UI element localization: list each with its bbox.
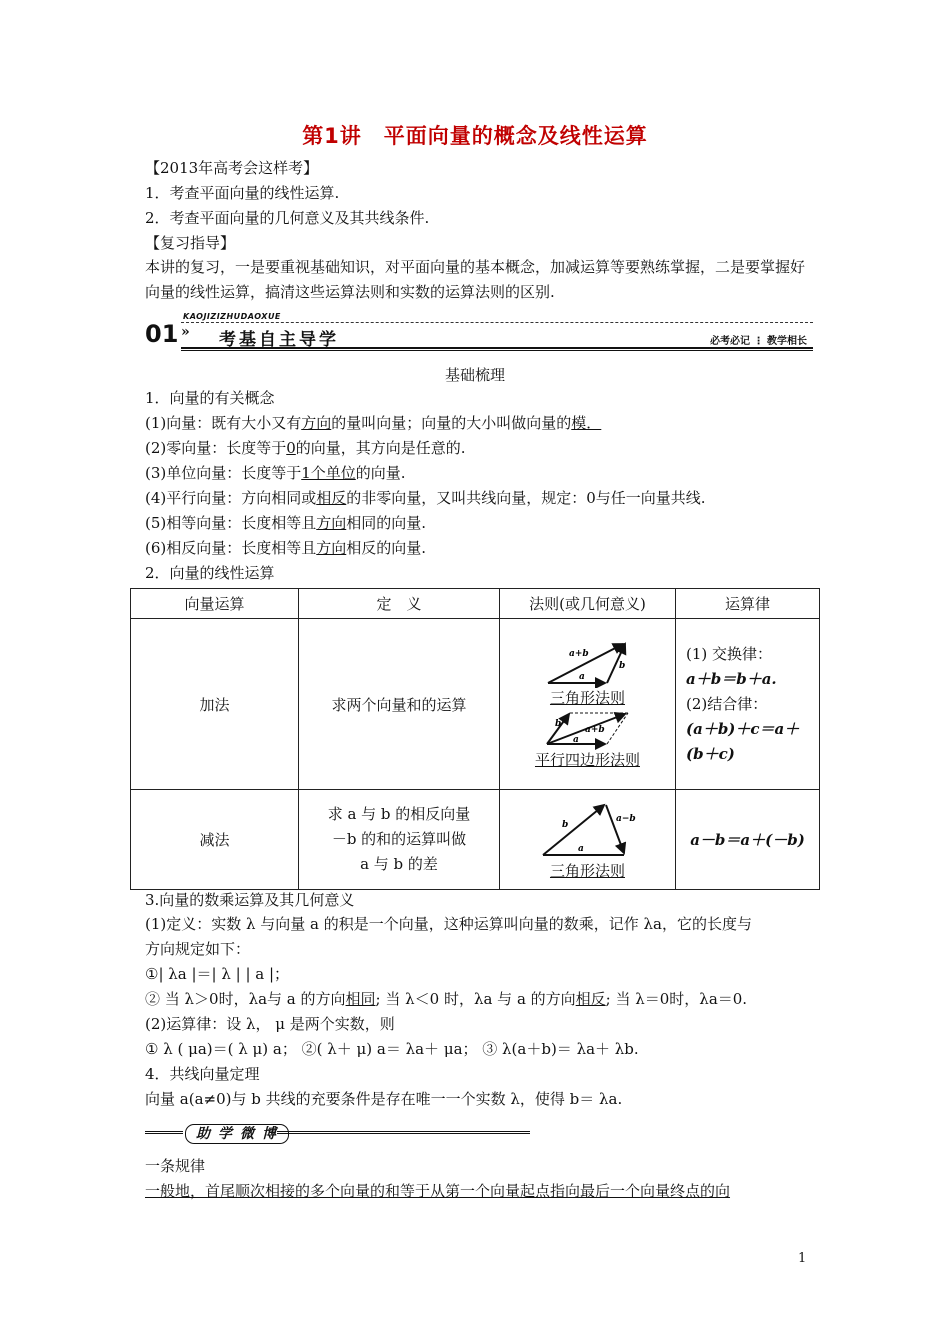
operations-table	[130, 588, 820, 890]
table-header-row	[131, 589, 820, 619]
op-law	[676, 790, 820, 890]
concept-blank: 模．	[571, 414, 602, 432]
banner-dashed-rule	[181, 322, 813, 323]
concept-text: (5)相等向量：长度相等且	[145, 514, 317, 532]
concept-item	[145, 462, 406, 484]
concept-text: 的向量，其方向是任意的.	[295, 439, 466, 457]
collinear-heading: 4．共线向量定理	[145, 1065, 260, 1083]
concept-text: (4)平行向量：方向相同或	[145, 489, 317, 507]
op-definition	[299, 790, 500, 890]
law-line: (1) 交换律：	[686, 644, 773, 663]
scalar-heading: 3.向量的数乘运算及其几何意义	[145, 891, 355, 909]
concept-text: (2)零向量：长度等于	[145, 439, 287, 457]
concept-item	[145, 512, 426, 534]
label-b: b	[618, 661, 625, 671]
table-row-subtraction	[131, 790, 820, 890]
label-a-minus-b: a−b	[615, 813, 636, 824]
banner-rule-thin	[181, 350, 813, 351]
rule-text: ② 当 λ＞0时，λa与 a 的方向	[145, 990, 346, 1008]
law-line: (b＋c)	[686, 744, 735, 763]
scalar-rule-1: ①| λa |＝| λ | | a |；	[145, 965, 290, 983]
linear-heading: 2．向量的线性运算	[145, 564, 275, 582]
rule-blank: 相反	[575, 990, 606, 1008]
concept-text: 相反的向量.	[346, 539, 427, 557]
banner-arrows-icon: »	[181, 324, 190, 340]
definition-line: a 与 b 的差	[360, 855, 438, 873]
review-header: 【复习指导】	[145, 234, 236, 252]
helper-title: 助学微博	[185, 1124, 289, 1144]
scalar-def-line-2: 方向规定如下：	[145, 940, 251, 958]
triangle-rule-diagram	[543, 638, 633, 688]
definition-line: －b 的和的运算叫做	[331, 830, 467, 848]
concept-text: 的非零向量，又叫共线向量，规定：0与任一向量共线.	[346, 489, 706, 507]
concept-blank: 方向	[316, 514, 347, 532]
label-b: b	[561, 819, 568, 830]
concept-text: 的向量.	[355, 464, 406, 482]
rule-heading: 一条规律	[145, 1157, 206, 1175]
exam-header: 【2013年高考会这样考】	[145, 159, 319, 177]
exam-point-2: 2．考查平面向量的几何意义及其共线条件.	[145, 209, 430, 227]
page-number: 1	[798, 1251, 807, 1266]
rule-text: 一般地，首尾顺次相接的多个向量的和等于从第一个向量起点指向最后一个向量终点的向	[145, 1182, 731, 1200]
table-header: 定 义	[299, 589, 500, 619]
concept-text: (6)相反向量：长度相等且	[145, 539, 317, 557]
banner-pinyin: KAOJIZIZHUDAOXUE	[183, 312, 281, 321]
concept-text: 的量叫向量；向量的大小叫做向量的	[331, 414, 572, 432]
table-header: 法则(或几何意义)	[500, 589, 676, 619]
banner-right-label: 必考必记 ⋮ 教学相长	[710, 336, 807, 347]
triangle-rule-label: 三角形法则	[549, 689, 625, 707]
law-line: (a＋b)＋c＝a＋	[686, 719, 800, 738]
concept-blank: 方向	[316, 539, 347, 557]
scalar-laws: ① λ ( μa)＝( λ μ) a； ②( λ＋ μ) a＝ λa＋ μa； ③ λ(a＋b)＝ λa＋ λb.	[145, 1040, 639, 1058]
page-title: 第1讲 平面向量的概念及线性运算	[302, 124, 648, 148]
label-a: a	[577, 843, 584, 854]
concept-item	[145, 487, 706, 509]
exam-point-1: 1．考查平面向量的线性运算.	[145, 184, 340, 202]
banner-number: 01	[145, 320, 179, 348]
rule-text: ; 当 λ＜0 时，λa 与 a 的方向	[375, 990, 576, 1008]
op-name: 加法	[131, 619, 299, 790]
op-rules	[500, 619, 676, 790]
table-row-addition	[131, 619, 820, 790]
concept-blank: 方向	[301, 414, 332, 432]
banner-heading: 考基自主导学	[219, 330, 339, 350]
section-title: 基础梳理	[444, 366, 505, 384]
op-name: 减法	[131, 790, 299, 890]
table-header: 运算律	[676, 589, 820, 619]
law-line: (2)结合律：	[686, 694, 768, 713]
helper-banner	[145, 1124, 530, 1144]
label-a-plus-b: a+b	[568, 649, 589, 659]
parallelogram-rule-label: 平行四边形法则	[534, 751, 640, 769]
helper-rule-left	[145, 1131, 183, 1137]
label-a: a	[578, 672, 585, 682]
label-a-plus-b: a+b	[584, 725, 605, 735]
concept-item	[145, 537, 426, 559]
concept-item	[145, 437, 466, 459]
concept-text: 相同的向量.	[346, 514, 427, 532]
concept-text: (1)向量：既有大小又有	[145, 414, 302, 432]
concept-blank: 1个单位	[301, 464, 356, 482]
rule-text: ; 当 λ＝0时，λa＝0.	[605, 990, 748, 1008]
label-a: a	[572, 735, 579, 745]
scalar-def-line-1: (1)定义：实数 λ 与向量 a 的积是一个向量，这种运算叫向量的数乘，记作 λa，它的长度与	[145, 915, 752, 933]
collinear-text: 向量 a(a≠0)与 b 共线的充要条件是存在唯一一个实数 λ，使得 b＝ λa.	[145, 1090, 623, 1108]
concept-blank: 0	[286, 439, 296, 457]
section-banner	[145, 312, 813, 352]
op-laws	[676, 619, 820, 790]
review-text: 本讲的复习，一是要重视基础知识，对平面向量的基本概念，加减运算等要熟练掌握，二是要掌握好向量的线性运算，搞清这些运算法则和实数的运算法则的区别.	[145, 258, 806, 301]
table-header: 向量运算	[131, 589, 299, 619]
subtraction-triangle-diagram	[538, 799, 638, 861]
rule-blank: 相同	[345, 990, 376, 1008]
law-line: a＋b＝b＋a.	[686, 669, 777, 688]
law-line: a－b＝a＋(－b)	[690, 831, 805, 849]
concept-blank: 相反	[316, 489, 347, 507]
parallelogram-rule-diagram	[543, 708, 633, 750]
concept-item	[145, 412, 601, 434]
concept-text: (3)单位向量：长度等于	[145, 464, 302, 482]
definition-line: 求 a 与 b 的相反向量	[327, 805, 471, 823]
scalar-laws-heading: (2)运算律：设 λ， μ 是两个实数，则	[145, 1015, 395, 1033]
concepts-heading: 1．向量的有关概念	[145, 389, 275, 407]
triangle-rule-label: 三角形法则	[549, 861, 625, 880]
label-b: b	[554, 719, 561, 729]
op-rules	[500, 790, 676, 890]
op-definition: 求两个向量和的运算	[299, 619, 500, 790]
helper-rule-right	[277, 1131, 530, 1137]
banner-rule	[181, 347, 813, 349]
scalar-rule-2	[145, 988, 747, 1010]
